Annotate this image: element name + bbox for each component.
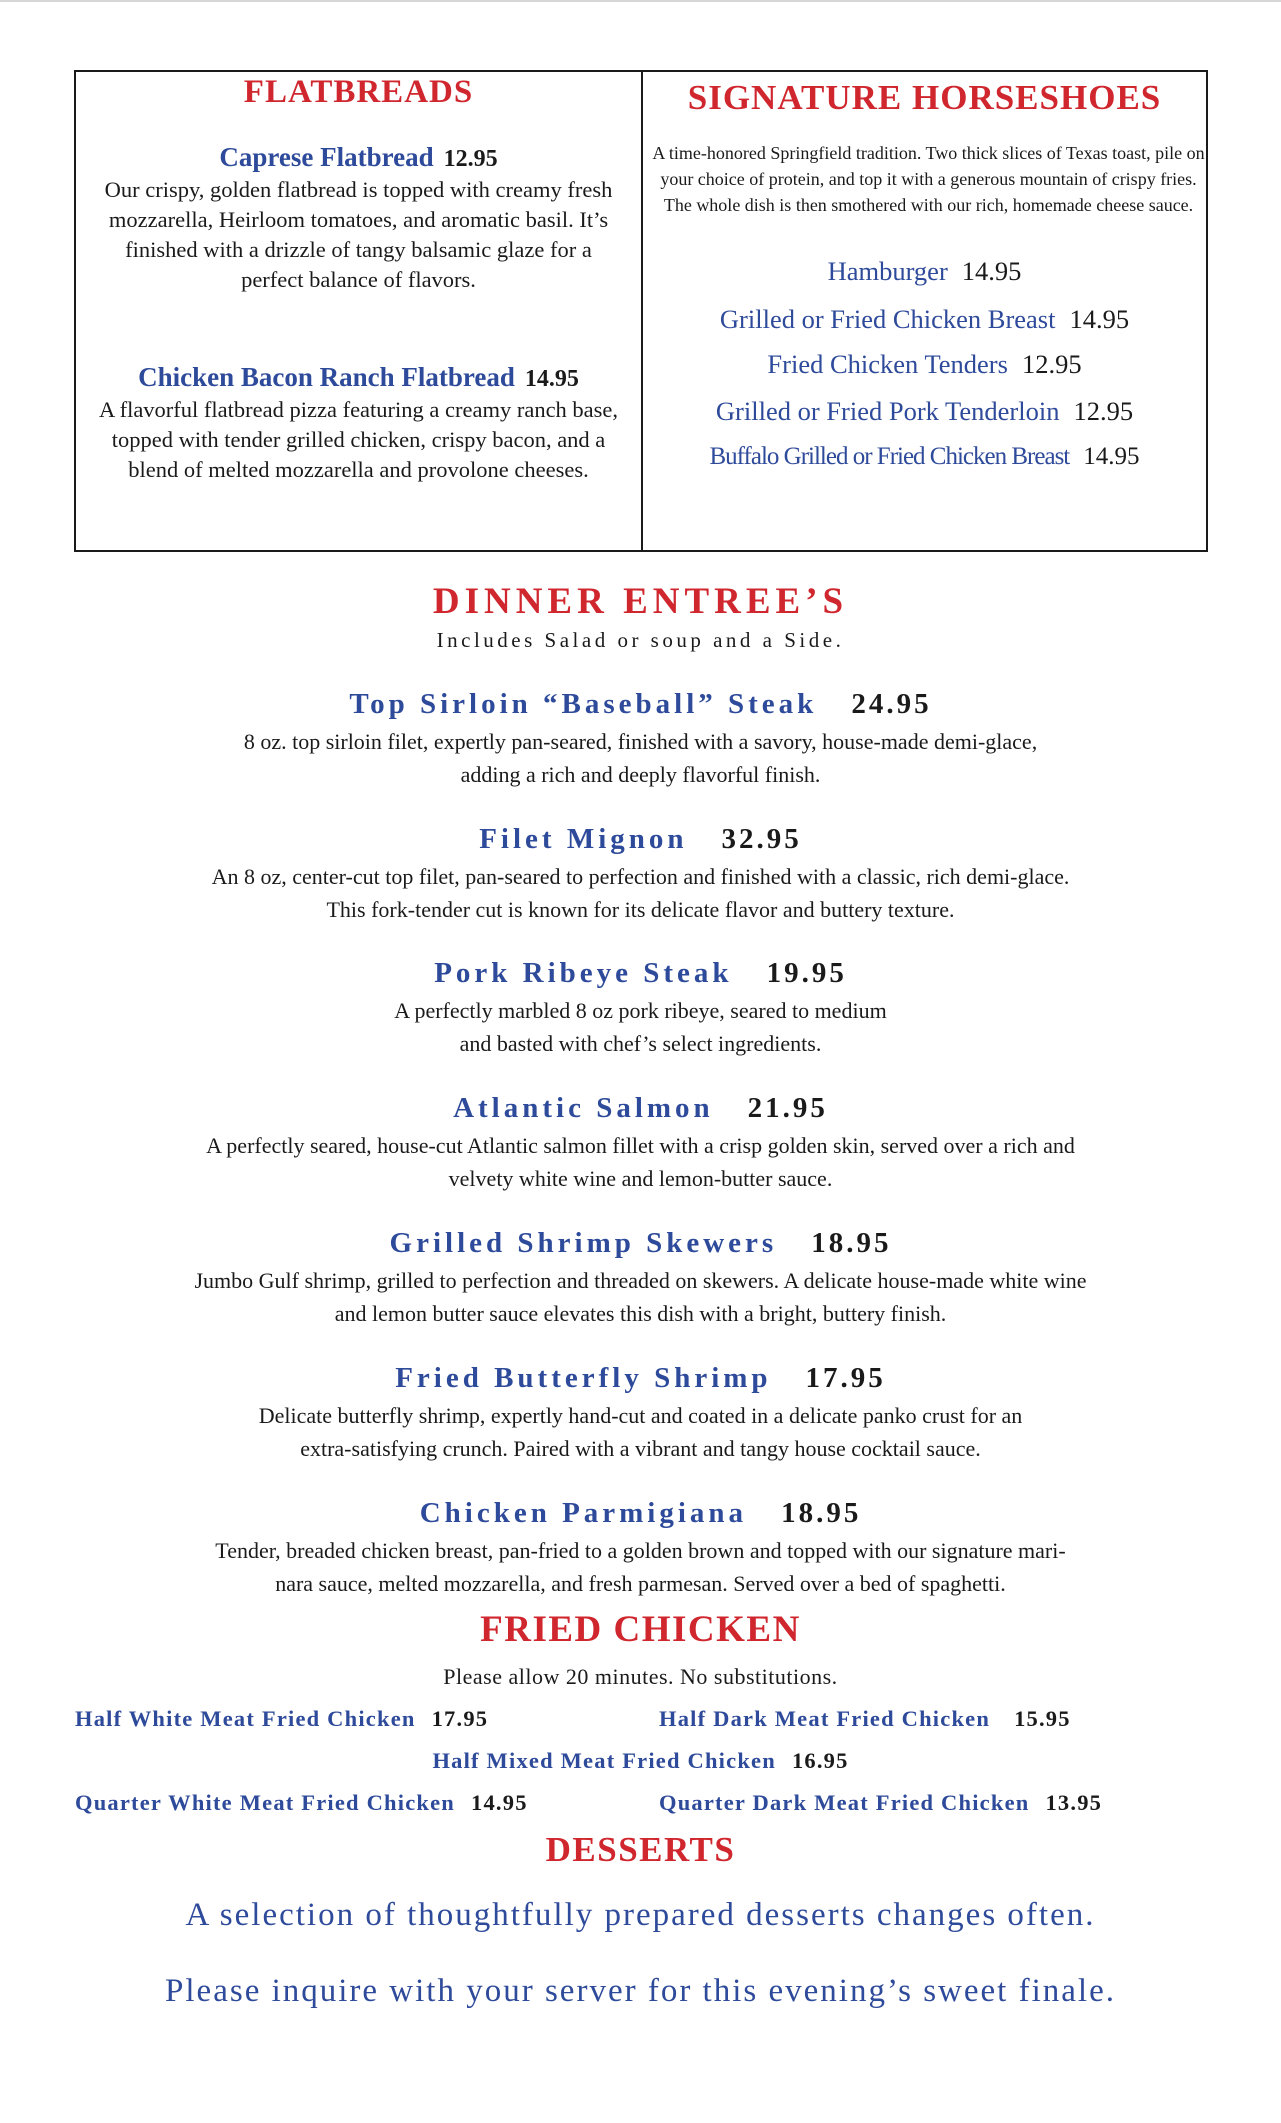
fried-chicken-item — [659, 1790, 1102, 1816]
entree-desc-line: and basted with chef’s select ingredients. — [459, 1031, 822, 1056]
horseshoe-price: 12.95 — [1021, 349, 1082, 379]
entree-item — [40, 1497, 1241, 1600]
flatbreads-box — [76, 72, 643, 550]
entree-desc-line: This fork-tender cut is known for its delicate flavor and buttery texture. — [326, 897, 955, 922]
entree-price: 21.95 — [747, 1092, 828, 1124]
fried-chicken-item — [659, 1706, 1071, 1732]
horseshoe-name: Hamburger — [827, 256, 948, 286]
flatbread-price: 12.95 — [443, 146, 498, 172]
entree-price: 24.95 — [851, 688, 932, 720]
fried-chicken-name: Half Dark Meat Fried Chicken — [659, 1706, 991, 1731]
entree-desc-line: Jumbo Gulf shrimp, grilled to perfection and threaded on skewers. A delicate house-made white wine — [194, 1268, 1087, 1293]
entree-desc-line: Delicate butterfly shrimp, expertly hand-cut and coated in a delicate panko crust for an — [258, 1403, 1023, 1428]
entree-name: Chicken Parmigiana — [419, 1497, 748, 1529]
fried-chicken-price: 14.95 — [471, 1790, 528, 1815]
entree-item — [40, 957, 1241, 1060]
horseshoe-item — [643, 349, 1206, 380]
entree-desc-line: and lemon butter sauce elevates this dish with a bright, buttery finish. — [334, 1301, 947, 1326]
horseshoe-price: 14.95 — [1083, 443, 1140, 470]
horseshoe-price: 14.95 — [1069, 304, 1130, 334]
entree-desc-line: Tender, breaded chicken breast, pan-fried to a golden brown and topped with our signature mari- — [215, 1538, 1066, 1563]
entree-item — [40, 1362, 1241, 1465]
desserts-line: Please inquire with your server for this evening’s sweet finale. — [165, 1973, 1116, 2009]
entree-name: Grilled Shrimp Skewers — [389, 1227, 778, 1259]
horseshoe-name: Grilled or Fried Chicken Breast — [719, 304, 1056, 334]
entree-desc-line: A perfectly seared, house-cut Atlantic salmon fillet with a crisp golden skin, served over a rich and — [206, 1133, 1075, 1158]
flatbreads-title: FLATBREADS — [243, 74, 474, 110]
fried-chicken-name: Quarter White Meat Fried Chicken — [75, 1790, 456, 1815]
flatbread-item — [76, 362, 641, 485]
entree-name: Atlantic Salmon — [453, 1092, 714, 1124]
entrees-note: Includes Salad or soup and a Side. — [436, 628, 845, 652]
entree-desc-line: A perfectly marbled 8 oz pork ribeye, seared to medium — [394, 998, 887, 1023]
entree-desc-line: 8 oz. top sirloin filet, expertly pan-seared, finished with a savory, house-made demi-glace, — [243, 729, 1038, 754]
horseshoe-name: Buffalo Grilled or Fried Chicken Breast — [709, 443, 1070, 470]
entree-price: 17.95 — [805, 1362, 886, 1394]
flatbread-item — [76, 142, 641, 295]
flatbread-name: Chicken Bacon Ranch Flatbread — [138, 362, 515, 392]
entree-desc-line: extra-satisfying crunch. Paired with a vibrant and tangy house cocktail sauce. — [300, 1436, 981, 1461]
entree-name: Top Sirloin “Baseball” Steak — [349, 688, 818, 720]
horseshoe-name: Grilled or Fried Pork Tenderloin — [715, 396, 1060, 426]
entree-item — [40, 1092, 1241, 1195]
entree-name: Pork Ribeye Steak — [434, 957, 733, 989]
fried-chicken-note: Please allow 20 minutes. No substitutions. — [443, 1664, 838, 1689]
fried-chicken-title: FRIED CHICKEN — [480, 1609, 801, 1650]
entree-name: Fried Butterfly Shrimp — [395, 1362, 772, 1394]
entree-price: 18.95 — [811, 1227, 892, 1259]
horseshoe-price: 12.95 — [1073, 396, 1134, 426]
entree-desc-line: velvety white wine and lemon-butter sauce. — [448, 1166, 833, 1191]
flatbread-name: Caprese Flatbread — [219, 142, 434, 172]
fried-chicken-name: Quarter Dark Meat Fried Chicken — [659, 1790, 1030, 1815]
entree-desc-line: An 8 oz, center-cut top filet, pan-seared to perfection and finished with a classic, rich demi-glace. — [211, 864, 1070, 889]
entree-item — [40, 1227, 1241, 1330]
entree-desc-line: adding a rich and deeply flavorful finish. — [460, 762, 821, 787]
fried-chicken-item — [75, 1706, 488, 1732]
horseshoes-title: SIGNATURE HORSESHOES — [687, 78, 1162, 117]
entree-desc-line: nara sauce, melted mozzarella, and fresh parmesan. Served over a bed of spaghetti. — [275, 1571, 1006, 1596]
entree-price: 19.95 — [766, 957, 847, 989]
horseshoe-item — [643, 256, 1206, 287]
horseshoe-name: Fried Chicken Tenders — [767, 349, 1008, 379]
entree-name: Filet Mignon — [479, 823, 688, 855]
horseshoe-item — [643, 396, 1206, 427]
horseshoes-box — [643, 72, 1206, 550]
fried-chicken-item — [0, 1748, 1281, 1774]
entrees-title: DINNER ENTREE’S — [432, 581, 849, 622]
flatbread-desc: Our crispy, golden flatbread is topped with creamy fresh mozzarella, Heirloom tomatoes, and aromatic basil. It’s finished with a drizzle of tangy balsamic glaze for a perfect balance of flavors. — [104, 177, 613, 292]
desserts-line: A selection of thoughtfully prepared desserts changes often. — [185, 1897, 1096, 1933]
entree-price: 18.95 — [781, 1497, 862, 1529]
fried-chicken-name: Half Mixed Meat Fried Chicken — [432, 1748, 776, 1773]
entree-item — [40, 823, 1241, 926]
fried-chicken-price: 13.95 — [1045, 1790, 1103, 1815]
flatbread-price: 14.95 — [524, 366, 579, 392]
entree-price: 32.95 — [721, 823, 802, 855]
fried-chicken-price: 17.95 — [431, 1706, 489, 1731]
fried-chicken-price: 16.95 — [791, 1748, 849, 1773]
flatbread-desc: A flavorful flatbread pizza featuring a creamy ranch base, topped with tender grilled chicken, crispy bacon, and a blend of melted mozzarella and provolone cheeses. — [98, 397, 619, 482]
horseshoe-item — [643, 304, 1206, 335]
fried-chicken-name: Half White Meat Fried Chicken — [75, 1706, 416, 1731]
horseshoes-desc: A time-honored Springfield tradition. Two thick slices of Texas toast, pile on your choice of protein, and top it with a generous mountain of crispy fries. The whole dish is then smothered with our rich, homemade cheese sauce. — [652, 143, 1205, 215]
top-boxes — [74, 70, 1208, 552]
entree-item — [40, 688, 1241, 791]
desserts-title: DESSERTS — [545, 1830, 736, 1869]
horseshoe-item — [643, 443, 1206, 471]
fried-chicken-item — [75, 1790, 528, 1816]
fried-chicken-price: 15.95 — [1014, 1706, 1071, 1731]
top-divider — [0, 0, 1281, 2]
horseshoe-price: 14.95 — [961, 256, 1022, 286]
